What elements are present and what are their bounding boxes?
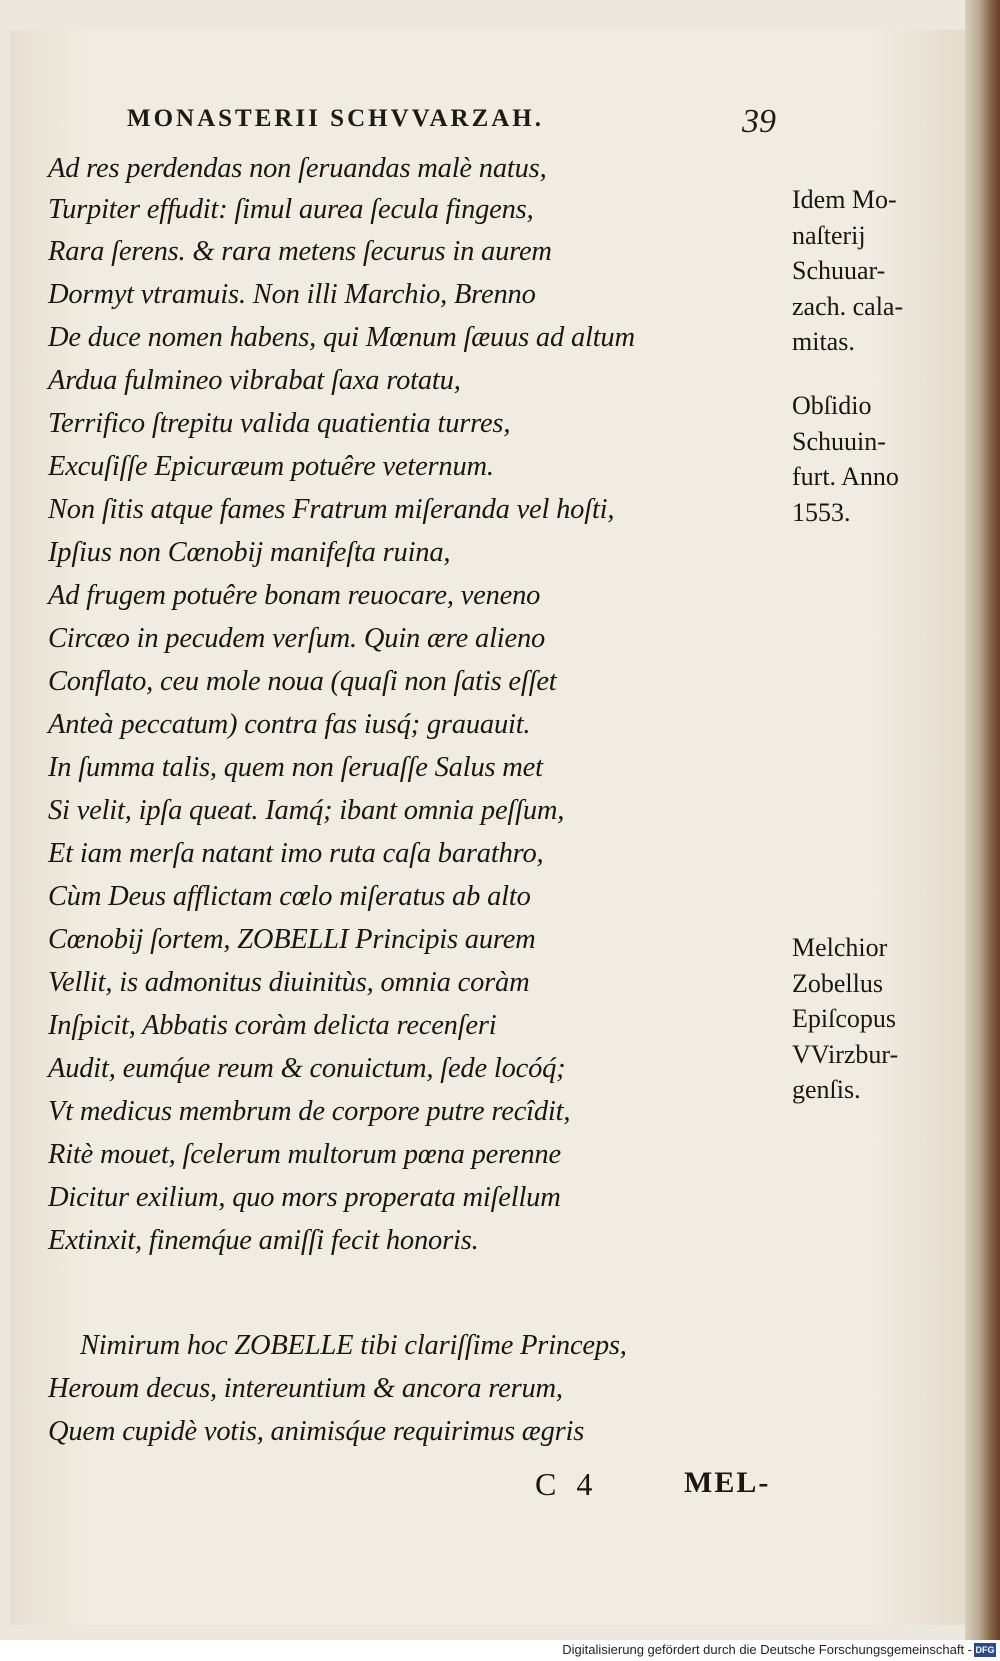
verse-line: Excuſiſſe Epicuræum potuêre veternum.: [48, 451, 494, 482]
margin-note-line: zach. cala-: [792, 291, 904, 321]
verse-line: Ipſius non Cœnobij manifeſta ruina,: [48, 537, 451, 568]
verse-line: Rara ſerens. & rara metens ſecurus in aurem: [48, 236, 552, 267]
margin-note-line: Schuuar-: [792, 256, 886, 285]
verse-line: Circæo in pecudem verſum. Quin ære alieno: [48, 623, 546, 654]
verse-line: Dormyt vtramuis. Non illi Marchio, Brenno: [48, 279, 536, 310]
verse-line: Vellit, is admonitus diuinitùs, omnia coràm: [48, 967, 530, 998]
dfg-logo-icon: DFG: [975, 1645, 995, 1655]
verse-line: Ad frugem potuêre bonam reuocare, veneno: [48, 580, 541, 611]
verse-line: Audit, eumq́ue reum & conuictum, ſede locóq́;: [48, 1053, 566, 1084]
verse-line: Anteà peccatum) contra fas iusq́; grauauit.: [48, 709, 531, 740]
verse-line: Heroum decus, intereuntium & ancora rerum,: [48, 1373, 563, 1404]
margin-note-line: VVirzbur-: [792, 1039, 899, 1069]
verse-line: Vt medicus membrum de corpore putre recîdit,: [48, 1096, 571, 1127]
verse-line: Cùm Deus afflictam cœlo miſeratus ab alto: [48, 881, 531, 912]
verse-line: Dicitur exilium, quo mors properata miſellum: [48, 1182, 561, 1213]
verse-line: Turpiter effudit: ſimul aurea ſecula fingens,: [48, 194, 534, 225]
verse-line: Non ſitis atque fames Fratrum miſeranda vel hoſti,: [48, 494, 615, 525]
page-edge: [965, 0, 1000, 1640]
footer-credit: Digitalisierung gefördert durch die Deutsche Forschungsgemeinschaft -: [562, 1642, 972, 1657]
margin-note-melchior: [792, 930, 898, 1108]
verse-line: Ardua fulmineo vibrabat ſaxa rotatu,: [48, 365, 461, 396]
margin-note-calamitas: [792, 182, 903, 360]
margin-note-line: Idem Mo-: [792, 185, 897, 214]
margin-note-line: Epiſcopus: [792, 1004, 896, 1033]
verse-line: Conflato, ceu mole noua (quaſi non ſatis eſſet: [48, 666, 557, 697]
verse-line: In ſumma talis, quem non ſeruaſſe Salus met: [48, 752, 543, 783]
margin-note-line: Schuuin-: [792, 426, 886, 456]
margin-note-line: naſterij: [792, 220, 866, 250]
verse-line: Cœnobij ſortem, ZOBELLI Principis aurem: [48, 924, 536, 955]
margin-note-line: Obſidio: [792, 391, 872, 420]
verse-line: Ritè mouet, ſcelerum multorum pœna perenne: [48, 1139, 561, 1170]
verse-line: Nimirum hoc ZOBELLE tibi clariſſime Princeps,: [80, 1330, 627, 1361]
verse-line: Terrifico ſtrepitu valida quatientia turres,: [48, 408, 511, 439]
verse-line: Quem cupidè votis, animisq́ue requirimus ægris: [48, 1416, 585, 1447]
margin-note-line: Melchior: [792, 933, 888, 962]
margin-note-line: 1553.: [792, 497, 851, 527]
catchword: MEL-: [684, 1466, 771, 1499]
verse-line: Si velit, ipſa queat. Iamq́; ibant omnia peſſum,: [48, 795, 565, 826]
verse-line: Et iam merſa natant imo ruta caſa barathro,: [48, 838, 544, 869]
margin-note-line: mitas.: [792, 327, 855, 356]
verse-line: Ad res perdendas non ſeruandas malè natus,: [48, 153, 547, 184]
page-number: 39: [742, 103, 776, 140]
margin-note-line: genſis.: [792, 1075, 861, 1104]
verse-line: De duce nomen habens, qui Mœnum ſæuus ad altum: [48, 322, 635, 353]
margin-note-line: furt. Anno: [792, 462, 899, 491]
verse-line: Extinxit, finemq́ue amiſſi fecit honoris.: [48, 1225, 479, 1256]
signature-mark: C 4: [535, 1466, 599, 1502]
running-head: MONASTERII SCHVVARZAH.: [127, 105, 544, 132]
margin-note-line: Zobellus: [792, 968, 883, 998]
margin-note-obsidio: [792, 388, 899, 530]
verse-line: Inſpicit, Abbatis coràm delicta recenſeri: [48, 1010, 497, 1041]
